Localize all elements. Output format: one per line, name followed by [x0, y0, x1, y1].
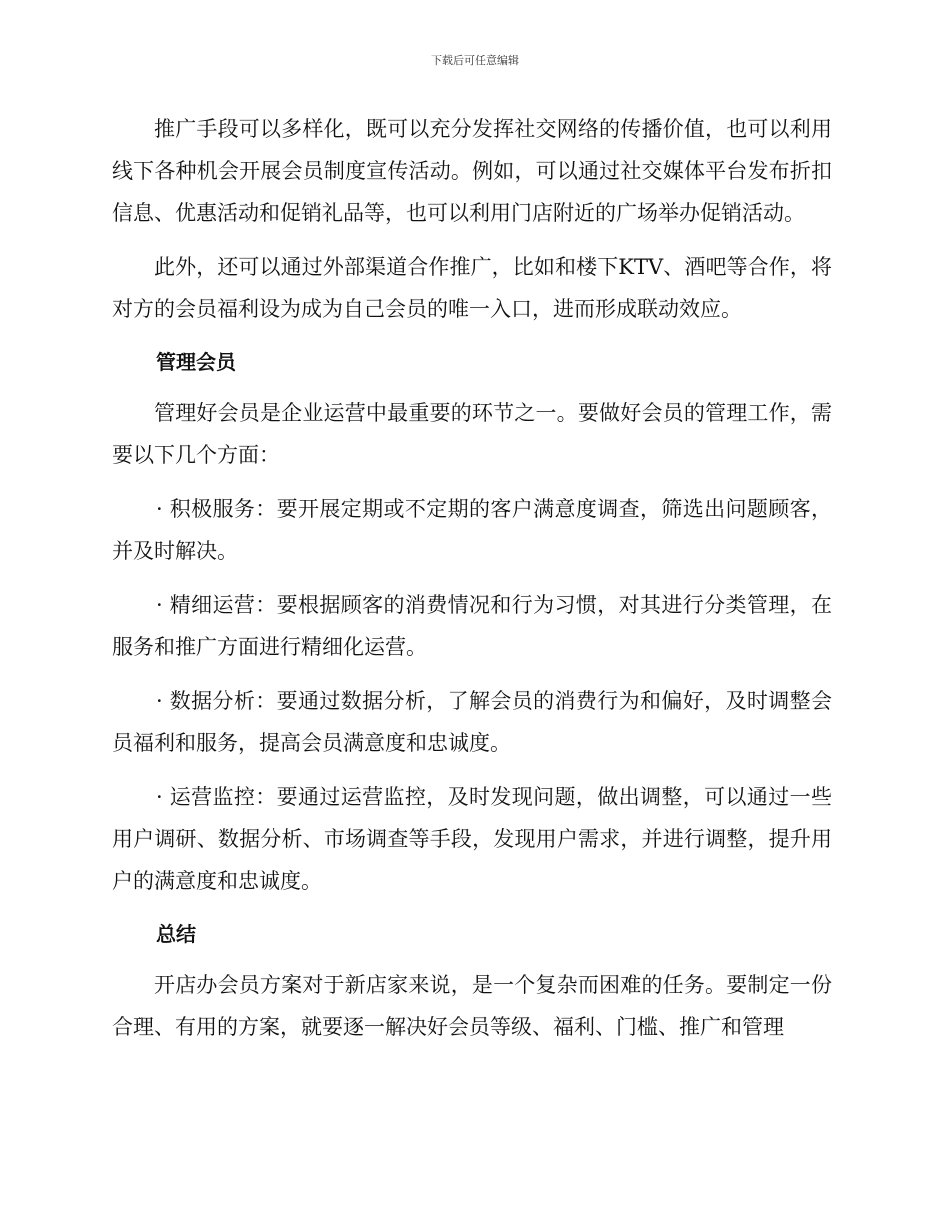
list-item-fine-operation: · 精细运营：要根据顾客的消费情况和行为习惯，对其进行分类管理，在服务和推广方面进行精细化运营。: [112, 593, 832, 659]
list-item-active-service: · 积极服务：要开展定期或不定期的客户满意度调查，筛选出问题顾客，并及时解决。: [112, 497, 832, 563]
document-body: [112, 108, 832, 1060]
section-heading-manage-members: 管理会员: [156, 350, 236, 374]
section-heading-summary: 总结: [156, 922, 196, 946]
paragraph-partnership: 此外，还可以通过外部渠道合作推广，比如和楼下KTV、酒吧等合作，将对方的会员福利设为成为自己会员的唯一入口，进而形成联动效应。: [112, 255, 832, 321]
header-note: 下载后可任意编辑: [431, 54, 519, 67]
paragraph-summary: 开店办会员方案对于新店家来说，是一个复杂而困难的任务。要制定一份合理、有用的方案，就要逐一解决好会员等级、福利、门槛、推广和管理: [112, 973, 832, 1039]
paragraph-promotion: 推广手段可以多样化，既可以充分发挥社交网络的传播价值，也可以利用线下各种机会开展会员制度宣传活动。例如，可以通过社交媒体平台发布折扣信息、优惠活动和促销礼品等，也可以利用门店附近的广场举办促销活动。: [112, 117, 832, 225]
list-item-data-analysis: · 数据分析：要通过数据分析，了解会员的消费行为和偏好，及时调整会员福利和服务，提高会员满意度和忠诚度。: [112, 689, 832, 755]
list-item-operation-monitoring: · 运营监控：要通过运营监控，及时发现问题，做出调整，可以通过一些用户调研、数据分析、市场调查等手段，发现用户需求，并进行调整，提升用户的满意度和忠诚度。: [112, 785, 832, 893]
paragraph-manage-intro: 管理好会员是企业运营中最重要的环节之一。要做好会员的管理工作，需要以下几个方面：: [112, 401, 832, 467]
